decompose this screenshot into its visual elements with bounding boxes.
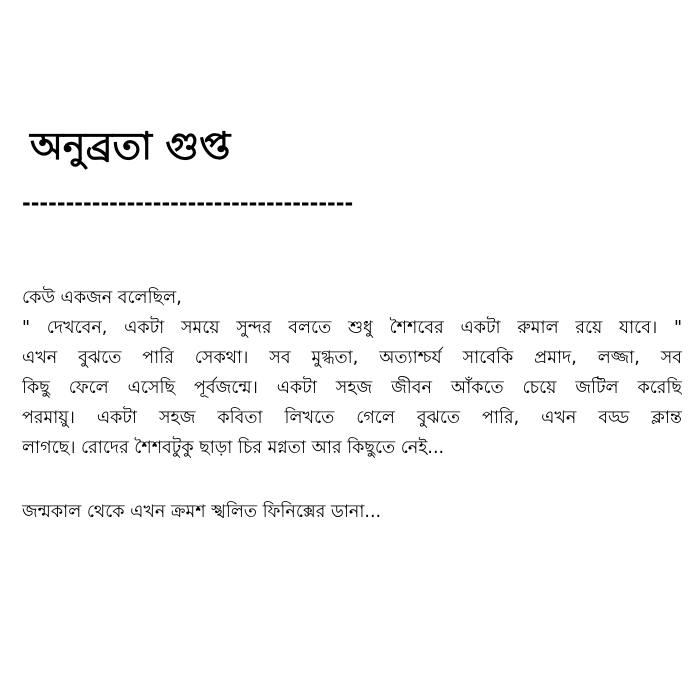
text-line: পরমায়ু। একটা সহজ কবিতা লিখতে গেলে বুঝতে পারি, এখন বড্ড ক্লান্ত [22, 408, 682, 428]
paragraph-gap [22, 463, 682, 497]
author-name: অনুব্রতা গুপ্ত [30, 123, 231, 168]
divider-line: -------------------------------------- [22, 191, 354, 215]
text-line: কেউ একজন বলেছিল, [22, 288, 182, 308]
text-line: লাগছে। রোদের শৈশবটুকু ছাড়া চির মগ্নতা আর কিছুতে নেই... [22, 438, 445, 458]
closing-line: জন্মকাল থেকে এখন ক্রমশ স্খলিত ফিনিক্সের ডানা... [22, 502, 382, 522]
poem-body [22, 283, 682, 527]
text-line: এখন বুঝতে পারি সেকথা। সব মুগ্ধতা, অত্যাশ্চর্য সাবেকি প্রমাদ, লজ্জা, সব [22, 348, 682, 368]
text-line: কিছু ফেলে এসেছি পূর্বজন্মে। একটা সহজ জীবন আঁকতে চেয়ে জটিল করেছি [22, 378, 682, 398]
text-line: " দেখবেন, একটা সময়ে সুন্দর বলতে শুধু শৈশবের একটা রুমাল রয়ে যাবে। " [22, 318, 682, 338]
